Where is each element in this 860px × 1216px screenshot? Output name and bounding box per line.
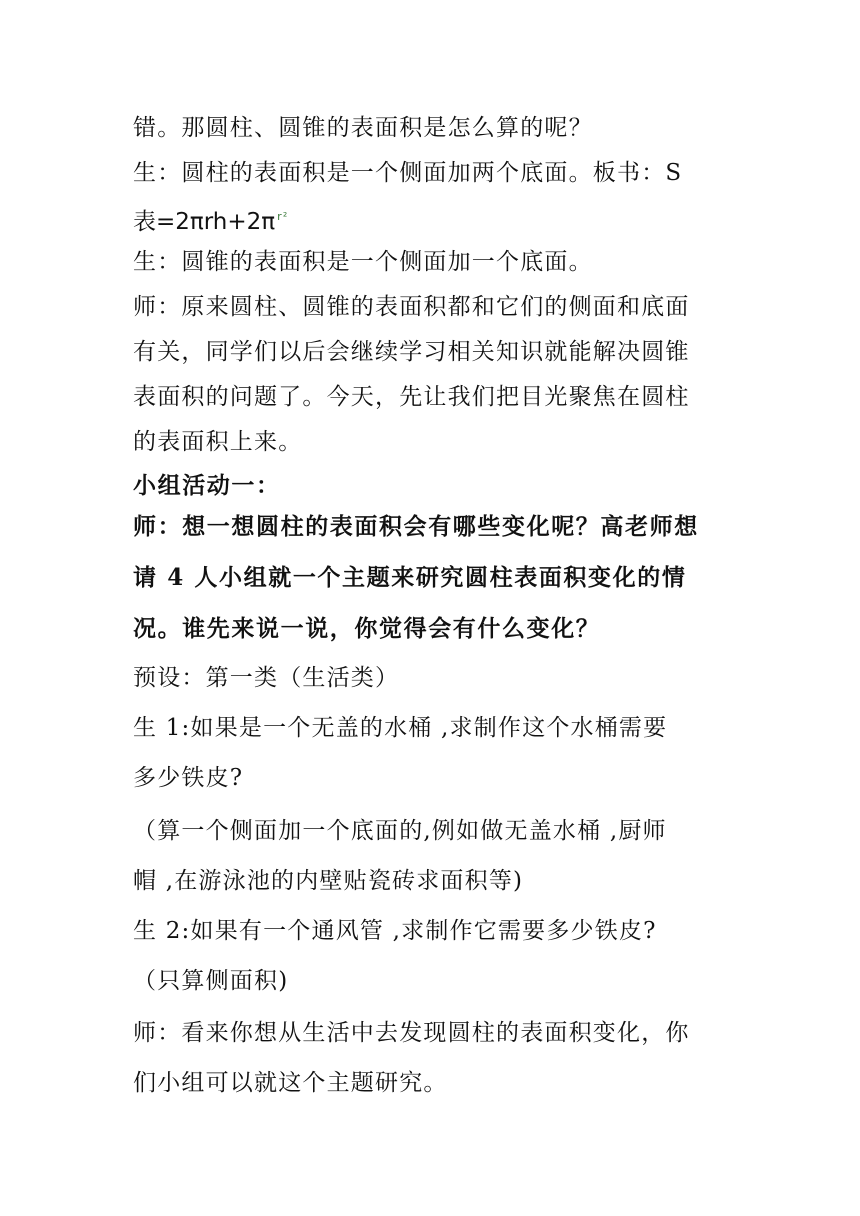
text-line: 生 2:如果有一个通风管 ,求制作它需要多少铁皮? (133, 918, 657, 944)
text-line: 错。那圆柱、圆锥的表面积是怎么算的呢？ (133, 115, 593, 141)
text-line: 师：看来你想从生活中去发现圆柱的表面积变化，你 (133, 1020, 690, 1046)
bold-text-line: 况。谁先来说一说，你觉得会有什么变化？ (133, 615, 601, 642)
text-line: 们小组可以就这个主题研究。 (133, 1070, 448, 1096)
formula-line (133, 202, 288, 237)
text-line: 的表面积上来。 (133, 429, 303, 455)
text-line: （只算侧面积) (133, 968, 289, 994)
text-line: （算一个侧面加一个底面的,例如做无盖水桶 ,厨师 (133, 818, 667, 844)
text-line: 生：圆锥的表面积是一个侧面加一个底面。 (133, 249, 593, 275)
text-line: 师：原来圆柱、圆锥的表面积都和它们的侧面和底面 (133, 294, 690, 320)
text-line: 生：圆柱的表面积是一个侧面加两个底面。板书：S (133, 160, 683, 186)
formula-superscript: r² (277, 210, 289, 223)
surface-area-formula: 表=2πrh+2π (133, 209, 276, 235)
section-heading: 小组活动一： (133, 472, 281, 499)
text-line: 有关，同学们以后会继续学习相关知识就能解决圆锥 (133, 339, 690, 365)
bold-text-line: 师：想一想圆柱的表面积会有哪些变化呢？高老师想 (133, 513, 699, 540)
bold-text-line: 请 4 人小组就一个主题来研究圆柱表面积变化的情 (133, 564, 687, 591)
text-line: 帽 ,在游泳池的内壁贴瓷砖求面积等) (133, 868, 524, 894)
text-line: 生 1:如果是一个无盖的水桶 ,求制作这个水桶需要 (133, 715, 668, 741)
text-line: 表面积的问题了。今天，先让我们把目光聚焦在圆柱 (133, 384, 690, 410)
text-line: 预设：第一类（生活类） (133, 665, 400, 691)
text-line: 多少铁皮? (133, 765, 244, 791)
